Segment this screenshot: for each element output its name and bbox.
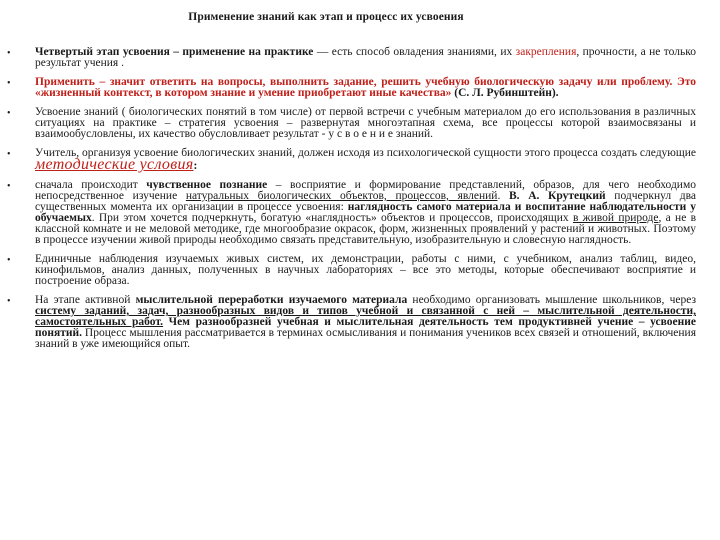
slide-title: Применение знаний как этап и процесс их усвоения (188, 11, 464, 23)
bullet-item (0, 254, 720, 287)
text-run: В. А. Крутецкий (509, 190, 606, 202)
text-run: Усвоение знаний ( биологических понятий в том числе) от первой встречи с учебным материалом до его использования в различных ситуациях на практике – стратегия усвоения – развернутая многоэтапная схема, все процессы которой взаимосвязаны и взаимообусловлены, их качество обусловливает результат - у с в о е н и е знаний. (35, 106, 696, 140)
text-run: закрепления (515, 46, 577, 58)
bullet-item (0, 77, 720, 99)
bullet-dot-icon: • (7, 78, 11, 89)
bullet-dot-icon: • (7, 181, 11, 192)
text-run: Единичные наблюдения изучаемых живых систем, их демонстрации, работы с ними, с учебником, анализ таблиц, видео, кинофильмов, анализ данных, полученных в научных лабораториях – все это методы, которые обеспечивают восприятие и построение образа. (35, 253, 696, 287)
text-run: : (193, 160, 198, 172)
text-run: Четвертый этап усвоения – применение на практике (35, 46, 314, 58)
text-run: наглядность самого материала и воспитание наблюдательности у обучаемых (35, 201, 697, 224)
text-run: Применить – значит ответить на вопросы, выполнить задание, решить учебную биологическую задачу или проблему. Это «жизненный контекст, в котором знание и умение приобретают иные качества» (35, 76, 696, 99)
text-run: мыслительной переработки изучаемого материала (135, 294, 408, 306)
text-run: Чем разнообразней учебная и мыслительная деятельность тем продуктивней учение – усвоение понятий. (35, 316, 696, 339)
text-run: систему заданий, задач, разнообразных видов и типов учебной и связанной с ней – мыслительной деятельности, самостоятельных работ. (35, 305, 696, 328)
bullet-list (0, 47, 720, 358)
bullet-item (0, 295, 720, 350)
bullet-dot-icon: • (7, 296, 11, 307)
bullet-dot-icon: • (7, 149, 11, 160)
text-run: — есть способ овладения знаниями, их (313, 46, 516, 58)
text-run: подчеркнул два существенных момента их организации в процессе усвоения: (35, 190, 696, 213)
bullet-dot-icon: • (7, 108, 11, 119)
text-run: Процесс мышления рассматривается в терминах осмысливания и понимания учеников всех связей и отношений, включения знаний в уже имеющийся опыт. (35, 327, 696, 350)
text-run: На этапе активной (35, 294, 136, 306)
text-run: в живой природе (572, 212, 659, 224)
text-run: , а не в классной комнате и не меловой методике, где многообразие окрасок, форм, жизненных проявлений у растений и животных. Поэтому в процессе изучении живой природы необходимо связать представительную, изобразительную и словесную наглядность. (35, 212, 697, 246)
text-run: сначала происходит (35, 179, 147, 191)
text-run: . (497, 190, 509, 202)
text-run: чувственное познание (146, 179, 268, 191)
text-run: необходимо организовать мышление школьников, через (407, 294, 696, 306)
bullet-item (0, 180, 720, 246)
bullet-item (0, 107, 720, 140)
bullet-dot-icon: • (7, 255, 11, 266)
text-run: – восприятие и формирование представлений, образов, для чего необходимо непосредственное изучение (35, 179, 696, 202)
text-run: Учитель, организуя усвоение биологических знаний, должен исходя из психологической сущности этого процесса создать следующие (35, 147, 696, 159)
text-run: (С. Л. Рубинштейн). (451, 87, 559, 99)
bullet-dot-icon: • (7, 48, 11, 59)
text-run: , прочности, а не только результат учения . (35, 46, 696, 69)
text-run: . При этом хочется подчеркнуть, богатую «наглядность» объектов и процессов, происходящих (91, 212, 573, 224)
text-run: натуральных биологических объектов, процессов, явлений (185, 190, 498, 202)
bullet-item (0, 148, 720, 172)
bullet-item (0, 47, 720, 69)
text-run: методические условия (35, 156, 194, 173)
